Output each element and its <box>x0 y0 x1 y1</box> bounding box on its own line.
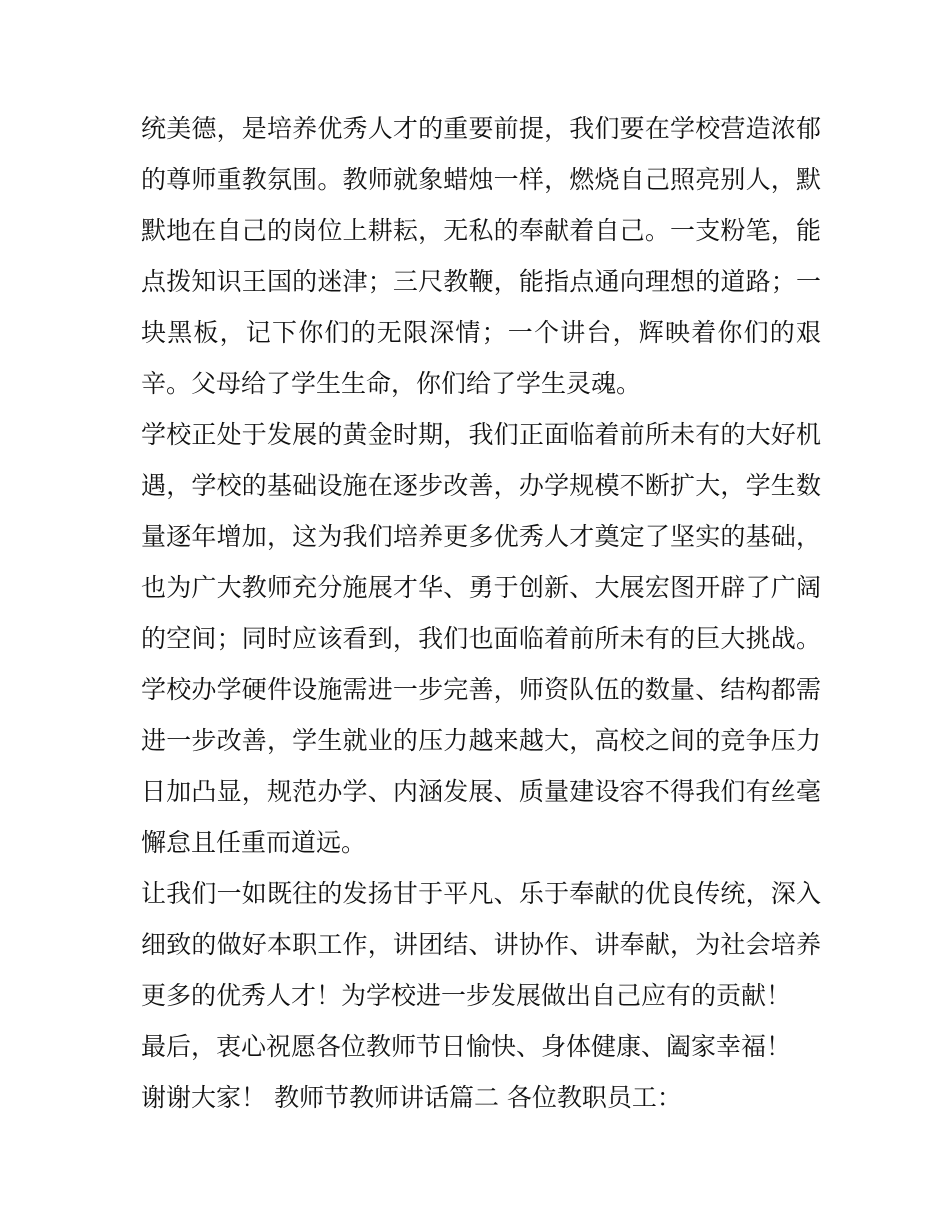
document-body <box>141 103 821 1123</box>
text-line: 细致的做好本职工作，讲团结、讲协作、讲奉献，为社会培养 <box>141 930 821 959</box>
text-line: 让我们一如既往的发扬甘于平凡、乐于奉献的优良传统，深入 <box>141 879 821 908</box>
text-line: 遇，学校的基础设施在逐步改善，办学规模不断扩大，学生数 <box>141 471 821 500</box>
text-line: 块黑板，记下你们的无限深情；一个讲台，辉映着你们的艰 <box>141 318 821 347</box>
text-line: 量逐年增加，这为我们培养更多优秀人才奠定了坚实的基础， <box>141 522 821 551</box>
text-line: 默地在自己的岗位上耕耘，无私的奉献着自己。一支粉笔，能 <box>141 216 821 245</box>
text-line: 进一步改善，学生就业的压力越来越大，高校之间的竞争压力 <box>141 726 821 755</box>
text-line: 点拨知识王国的迷津；三尺教鞭，能指点通向理想的道路；一 <box>141 267 821 296</box>
text-line: 也为广大教师充分施展才华、勇于创新、大展宏图开辟了广阔 <box>141 573 821 602</box>
text-line: 的空间；同时应该看到，我们也面临着前所未有的巨大挑战。 <box>141 624 821 653</box>
text-line: 日加凸显，规范办学、内涵发展、质量建设容不得我们有丝毫 <box>141 777 821 806</box>
text-line: 统美德，是培养优秀人才的重要前提，我们要在学校营造浓郁 <box>141 114 821 143</box>
text-line: 学校正处于发展的黄金时期，我们正面临着前所未有的大好机 <box>141 420 821 449</box>
text-line: 最后，衷心祝愿各位教师节日愉快、身体健康、阖家幸福！ <box>141 1032 792 1061</box>
text-line: 谢谢大家！ 教师节教师讲话篇二 各位教职员工： <box>141 1083 682 1112</box>
text-line: 辛。父母给了学生生命，你们给了学生灵魂。 <box>141 369 642 398</box>
text-line: 更多的优秀人才！为学校进一步发展做出自己应有的贡献！ <box>141 981 792 1010</box>
text-line: 的尊师重教氛围。教师就象蜡烛一样，燃烧自己照亮别人，默 <box>141 165 821 194</box>
text-line: 学校办学硬件设施需进一步完善，师资队伍的数量、结构都需 <box>141 675 821 704</box>
text-line: 懈怠且任重而道远。 <box>141 828 367 857</box>
